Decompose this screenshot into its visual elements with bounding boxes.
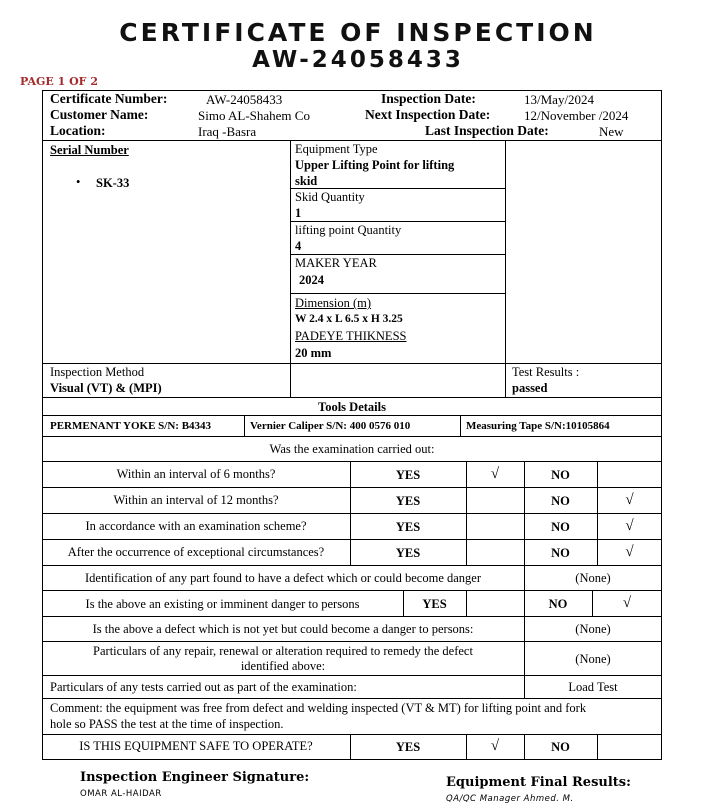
exam-row-scheme: In accordance with an examination scheme? bbox=[85, 519, 307, 533]
maker-year-value: 2024 bbox=[299, 273, 324, 287]
serial-number-label: Serial Number bbox=[50, 143, 129, 157]
last-inspection-date-value: New bbox=[599, 124, 624, 139]
equipment-type-value-2: skid bbox=[295, 174, 318, 188]
exam-row-exceptional-no-check: √ bbox=[625, 544, 634, 560]
exam-row-exceptional-yes: YES bbox=[395, 546, 421, 560]
tools-details-title: Tools Details bbox=[318, 400, 386, 414]
certificate-title: CERTIFICATE OF INSPECTION bbox=[119, 18, 597, 47]
inspection-method-label: Inspection Method bbox=[50, 365, 145, 379]
padeye-thickness-label: PADEYE THIKNESS bbox=[295, 329, 407, 343]
not-yet-danger-value: (None) bbox=[575, 622, 611, 636]
cert-number-value: AW-24058433 bbox=[206, 92, 283, 107]
padeye-thickness-value: 20 mm bbox=[295, 346, 332, 360]
defect-identification: Identification of any part found to have a defect which or could become danger bbox=[84, 571, 482, 585]
inspection-method-value: Visual (VT) & (MPI) bbox=[50, 381, 162, 395]
inspection-date-label: Inspection Date: bbox=[381, 91, 476, 106]
test-results-value: passed bbox=[512, 381, 548, 395]
test-results-label: Test Results : bbox=[512, 365, 580, 379]
next-inspection-date-value: 12/November /2024 bbox=[524, 108, 629, 123]
customer-label: Customer Name: bbox=[50, 107, 149, 122]
exam-row-12-months-no: NO bbox=[551, 494, 570, 508]
dimension-value: W 2.4 x L 6.5 x H 3.25 bbox=[295, 313, 403, 325]
not-yet-danger-question: Is the above a defect which is not yet but could become a danger to persons: bbox=[92, 622, 474, 636]
exam-row-6-months-no: NO bbox=[551, 468, 570, 482]
cert-number-label: Certificate Number: bbox=[50, 91, 168, 106]
equipment-type-label: Equipment Type bbox=[295, 142, 378, 156]
exam-row-exceptional: After the occurrence of exceptional circumstances? bbox=[67, 545, 325, 559]
defect-identification-value: (None) bbox=[575, 571, 611, 585]
tool-tape: Measuring Tape S/N:10105864 bbox=[466, 420, 610, 432]
tests-particulars: Particulars of any tests carried out as part of the examination: bbox=[50, 680, 357, 694]
equipment-type-value: Upper Lifting Point for lifting bbox=[295, 158, 455, 172]
exam-row-6-months-yes: YES bbox=[395, 468, 421, 482]
exam-row-12-months-yes: YES bbox=[395, 494, 421, 508]
dimension-label: Dimension (m) bbox=[295, 296, 372, 310]
certificate-id-title: AW-24058433 bbox=[252, 47, 464, 73]
location-label: Location: bbox=[50, 123, 106, 138]
exam-row-6-months-yes-check: √ bbox=[490, 466, 500, 482]
exam-row-scheme-no-check: √ bbox=[625, 518, 634, 534]
danger-question: Is the above an existing or imminent danger to persons bbox=[85, 597, 360, 611]
safe-to-operate-yes-check: √ bbox=[490, 738, 500, 754]
equipment-final-results-label: Equipment Final Results: bbox=[446, 775, 631, 790]
page-number: PAGE 1 OF 2 bbox=[20, 75, 98, 88]
comment-line-1: Comment: the equipment was free from defect and welding inspected (VT & MT) for lifting point and fork bbox=[50, 701, 587, 715]
danger-no-check: √ bbox=[622, 595, 632, 611]
inspection-engineer-name: OMAR AL-HAIDAR bbox=[80, 789, 162, 799]
tests-particulars-value: Load Test bbox=[568, 680, 618, 694]
exam-row-12-months-no-check: √ bbox=[625, 492, 634, 508]
next-inspection-date-label: Next Inspection Date: bbox=[365, 107, 491, 122]
customer-value: Simo AL-Shahem Co bbox=[198, 108, 310, 123]
exam-row-6-months: Within an interval of 6 months? bbox=[116, 467, 276, 481]
location-value: Iraq -Basra bbox=[198, 124, 257, 139]
tool-yoke: PERMENANT YOKE S/N: B4343 bbox=[50, 420, 212, 432]
repair-particulars: Particulars of any repair, renewal or alteration required to remedy the defect bbox=[93, 644, 473, 658]
serial-bullet: • bbox=[76, 175, 81, 189]
safe-to-operate-yes: YES bbox=[395, 740, 421, 754]
qa-qc-manager: QA/QC Manager Ahmed. M. bbox=[446, 794, 574, 804]
exam-row-scheme-yes: YES bbox=[395, 520, 421, 534]
danger-no: NO bbox=[548, 597, 568, 611]
skid-quantity-label: Skid Quantity bbox=[295, 190, 365, 204]
repair-particulars-value: (None) bbox=[575, 652, 611, 666]
repair-particulars-2: identified above: bbox=[240, 659, 326, 673]
safe-to-operate-question: IS THIS EQUIPMENT SAFE TO OPERATE? bbox=[79, 739, 313, 753]
exam-row-exceptional-no: NO bbox=[551, 546, 570, 560]
maker-year-label: MAKER YEAR bbox=[295, 256, 377, 270]
tool-caliper: Vernier Caliper S/N: 400 0576 010 bbox=[250, 420, 411, 432]
inspection-date-value: 13/May/2024 bbox=[524, 92, 595, 107]
safe-to-operate-no: NO bbox=[551, 740, 570, 754]
exam-row-12-months: Within an interval of 12 months? bbox=[113, 493, 279, 507]
lifting-point-quantity-value: 4 bbox=[295, 239, 302, 253]
danger-yes: YES bbox=[422, 597, 447, 611]
serial-number-value: SK-33 bbox=[96, 176, 130, 190]
last-inspection-date-label: Last Inspection Date: bbox=[425, 123, 549, 138]
comment-line-2: hole so PASS the test at the time of inspection. bbox=[50, 717, 284, 731]
lifting-point-quantity-label: lifting point Quantity bbox=[295, 223, 402, 237]
exam-row-scheme-no: NO bbox=[551, 520, 570, 534]
skid-quantity-value: 1 bbox=[295, 206, 302, 220]
examination-question: Was the examination carried out: bbox=[269, 442, 435, 456]
inspection-engineer-signature-label: Inspection Engineer Signature: bbox=[80, 770, 310, 785]
